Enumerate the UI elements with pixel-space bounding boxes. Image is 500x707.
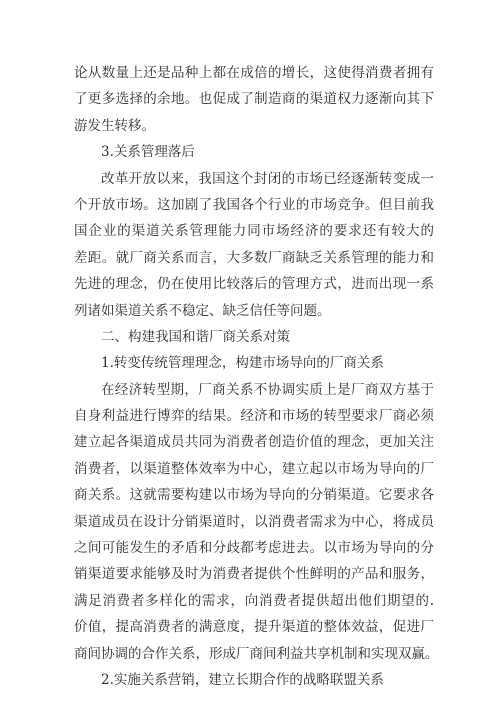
heading-text: 3.关系管理落后 [101,144,195,161]
subheading-transform-management [74,350,434,376]
section-heading-countermeasures [74,324,434,350]
text-line: 列诸如渠道关系不稳定、缺乏信任等问题。 [74,302,331,319]
text-line: 国企业的渠道关系管理能力同市场经济的要求还有较大的 [74,223,434,240]
text-line: 满足消费者多样化的需求，向消费者提供超出他们期望的. [74,592,434,609]
text-line: 在经济转型期，厂商关系不协调实质上是厂商双方基于 [101,381,434,398]
heading-text: 2.实施关系营销，建立长期合作的战略联盟关系 [101,671,384,688]
document-body [74,60,439,693]
text-line: 价值，提高消费者的满意度，提升渠道的整体效益，促进厂 [74,619,434,636]
text-line: 游发生转移。 [74,117,155,134]
text-line: 商关系。这就需要构建以市场为导向的分销渠道。它要求各 [74,487,434,504]
text-line: 建立起各渠道成员共同为消费者创造价值的理念，更加关注 [74,434,434,451]
text-line: 论从数量上还是品种上都在成倍的增长，这使得消费者拥有 [74,65,434,81]
text-line: 渠道成员在设计分销渠道时，以消费者需求为中心，将成员 [74,513,434,530]
text-line: 个开放市场。这加剧了我国各个行业的市场竞争。但目前我 [74,196,434,213]
paragraph-economic-transition [74,377,439,667]
paragraph-reform [74,166,434,324]
text-line: 之间可能发生的矛盾和分歧都考虑进去。以市场为导向的分 [74,540,434,557]
section-heading-relationship-management [74,139,434,165]
text-line: 自身利益进行博弈的结果。经济和市场的转型要求厂商必须 [74,408,434,425]
text-line: 差距。就厂商关系而言，大多数厂商缺乏关系管理的能力和 [74,249,434,266]
paragraph-continuation [74,60,434,139]
text-line: 了更多选择的余地。也促成了制造商的渠道权力逐渐向其下 [74,91,434,108]
heading-text: 二、构建我国和谐厂商关系对策 [101,328,290,345]
text-line: 先进的理念，仍在使用比较落后的管理方式，进而出现一系 [74,276,434,293]
text-line: 销渠道要求能够及时为消费者提供个性鲜明的产品和服务， [74,566,434,583]
subheading-relationship-marketing [74,667,434,693]
text-line: 改革开放以来，我国这个封闭的市场已经逐渐转变成一 [101,170,434,187]
text-line: 商间协调的合作关系，形成厂商间利益共享机制和实现双赢。 [74,645,439,662]
text-line: 消费者，以渠道整体效率为中心，建立起以市场为导向的厂 [74,460,434,477]
heading-text: 1.转变传统管理理念，构建市场导向的厂商关系 [101,355,384,372]
